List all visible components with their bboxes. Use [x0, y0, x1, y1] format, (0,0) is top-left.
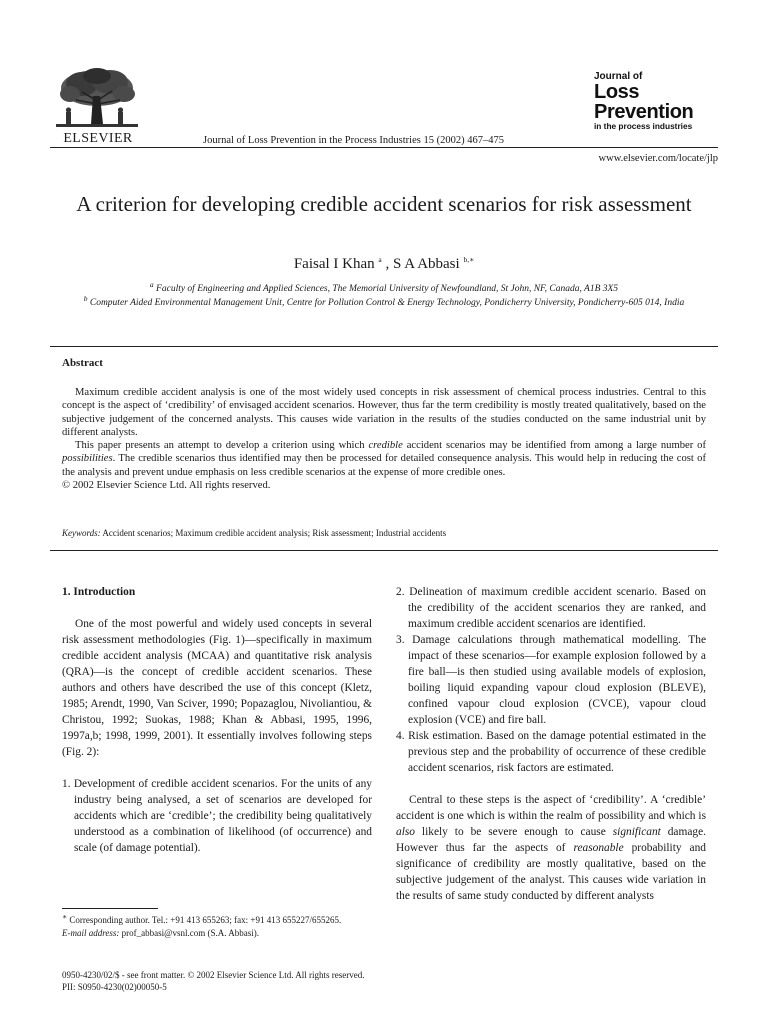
- journal-logo-line1: Journal of: [594, 71, 643, 82]
- publisher-name: ELSEVIER: [63, 131, 133, 146]
- abstract-text: . The credible scenarios thus identified may then be processed for detailed consequence analysis. This would help in reducing the cost of the analysis and prevent undue emphasis on less credible scenarios at the expense of more credible ones.: [62, 453, 706, 478]
- journal-logo: [594, 72, 693, 130]
- journal-logo-line2: Loss: [594, 81, 640, 103]
- corresponding-author-footnote: [62, 914, 372, 927]
- body-column-right: [396, 584, 706, 904]
- email-label: E-mail address:: [62, 928, 120, 938]
- abstract-paragraph: [62, 439, 706, 479]
- body-text: Central to these steps is the aspect of ‘credibility’. A ‘credible’ accident is one which is within the realm of possibility and which is: [396, 794, 706, 822]
- header-divider: [50, 147, 718, 148]
- abstract-text: This paper presents an attempt to develop a criterion using which: [75, 440, 369, 452]
- paragraph-gap: [396, 776, 706, 792]
- author-affiliation-marker: a: [378, 255, 382, 264]
- section-heading: 1. Introduction: [62, 586, 136, 598]
- body-paragraph: [396, 792, 706, 904]
- affiliation-a: [60, 279, 708, 296]
- footnotes: [62, 914, 372, 940]
- abstract-paragraph: Maximum credible accident analysis is one of the most widely used concepts in risk assessment of chemical process industries. Central to this concept is the aspect of ‘credibility’ of envisaged accident scenarios. However, thus far the term credibility is mostly treated qualitatively, based on the subjective judgement of the concerned analysts. This causes wide variation in the results of the studies conducted on the same industrial unit by different analysts.: [62, 387, 706, 438]
- body-emphasis: reasonable: [573, 842, 624, 854]
- numbered-step: 1. Development of credible accident scenarios. For the units of any industry being analysed, a set of scenarios are developed for accidents which are ‘credible’; the credibility being qualitatively understood as a combination of likelihood (of occurrence) and scale (of damage potential).: [62, 778, 372, 854]
- numbered-step: 2. Delineation of maximum credible accident scenario. Based on the credibility of the accident scenarios they are ranked, and maximum credible accident scenarios are identified.: [396, 586, 706, 630]
- author-separator: ,: [385, 256, 393, 272]
- abstract-emphasis: credible: [368, 440, 403, 452]
- abstract-copyright: © 2002 Elsevier Science Ltd. All rights reserved.: [62, 480, 271, 492]
- abstract-text: accident scenarios may be identified from among a large number of: [402, 440, 707, 452]
- author-affiliation-marker: b,∗: [463, 255, 475, 264]
- author-list: [0, 256, 768, 273]
- body-text: probability and significance of credibility are mostly qualitative, based on the subjective judgement of the analyst. This causes wide variation in the results of same study conducted by different analysts: [396, 842, 706, 902]
- body-text: likely to be severe enough to cause: [415, 826, 613, 838]
- affiliation-marker: a: [149, 279, 154, 289]
- paragraph-gap: [62, 760, 372, 776]
- page-footer: [62, 969, 365, 993]
- journal-logo-line3: Prevention: [594, 101, 694, 123]
- affiliation-b: [60, 293, 708, 310]
- footer-copyright: 0950-4230/02/$ - see front matter. © 2002 Elsevier Science Ltd. All rights reserved.: [62, 970, 365, 980]
- keywords-text: Accident scenarios; Maximum credible accident analysis; Risk assessment; Industrial accidents: [100, 528, 447, 538]
- body-emphasis: also: [396, 826, 415, 838]
- affiliation-marker: b: [83, 293, 88, 303]
- body-column-left: [62, 584, 372, 856]
- affiliation-text: Computer Aided Environmental Management Unit, Centre for Pollution Control & Energy Technology, Pondicherry University, Pondicherry-605 014, India: [89, 298, 685, 308]
- email-address: prof_abbasi@vsnl.com (S.A. Abbasi).: [119, 928, 259, 938]
- body-text: damage. However thus far the aspects of: [396, 826, 707, 854]
- journal-logo-line4: in the process industries: [594, 121, 693, 131]
- footnote-divider: [62, 908, 158, 909]
- affiliation-text: Faculty of Engineering and Applied Sciences, The Memorial University of Newfoundland, St John, NF, Canada, A1B 3X5: [156, 284, 619, 294]
- author-name: Faisal I Khan: [293, 256, 375, 272]
- footnote-marker: ∗: [62, 912, 68, 921]
- abstract-divider: [50, 346, 718, 347]
- numbered-step: 3. Damage calculations through mathematical modelling. The impact of these scenarios—for example explosion followed by a fire ball—is then studied using available models of explosion, boiling liquid expanding vapour cloud explosion (BLEVE), confined vapour cloud explosion (CVCE), vapour cloud explosion (VCE) and fire ball.: [396, 634, 706, 726]
- footnote-text: Corresponding author. Tel.: +91 413 655263; fax: +91 413 655227/655265.: [67, 915, 342, 925]
- numbered-step: 4. Risk estimation. Based on the damage potential estimated in the previous step and the probability of occurrence of these credible accident scenarios, risk factors are estimated.: [396, 730, 706, 774]
- keywords: [62, 528, 706, 538]
- body-paragraph: One of the most powerful and widely used concepts in several risk assessment methodologies (Fig. 1)—specifically in maximum credible accident analysis (MCAA) and quantitative risk analysis (QRA)—is the concept of credible accident scenarios. These authors and others have described the use of this concept (Kletz, 1985; Arendt, 1990, Van Sciver, 1990; Popazaglou, Nivoliantiou, & Christou, 1992; Suokas, 1988; Khan & Abbasi, 1995, 1996, 1997a,b; 1998, 1999, 2001). It essentially involves following steps (Fig. 2):: [62, 618, 372, 758]
- abstract-body: [62, 386, 706, 492]
- abstract-heading: Abstract: [62, 357, 103, 369]
- abstract-emphasis: possibilities: [62, 453, 113, 465]
- keywords-label: Keywords:: [62, 528, 101, 538]
- keywords-divider: [50, 550, 718, 551]
- body-emphasis: significant: [612, 826, 661, 838]
- author-name: S A Abbasi: [393, 256, 460, 272]
- journal-url-link[interactable]: www.elsevier.com/locate/jlp: [598, 153, 718, 164]
- footer-pii: PII: S0950-4230(02)00050-5: [62, 982, 167, 992]
- paper-title: A criterion for developing credible accident scenarios for risk assessment: [76, 192, 692, 216]
- email-footnote: [62, 927, 372, 940]
- journal-citation: Journal of Loss Prevention in the Process Industries 15 (2002) 467–475: [203, 135, 504, 146]
